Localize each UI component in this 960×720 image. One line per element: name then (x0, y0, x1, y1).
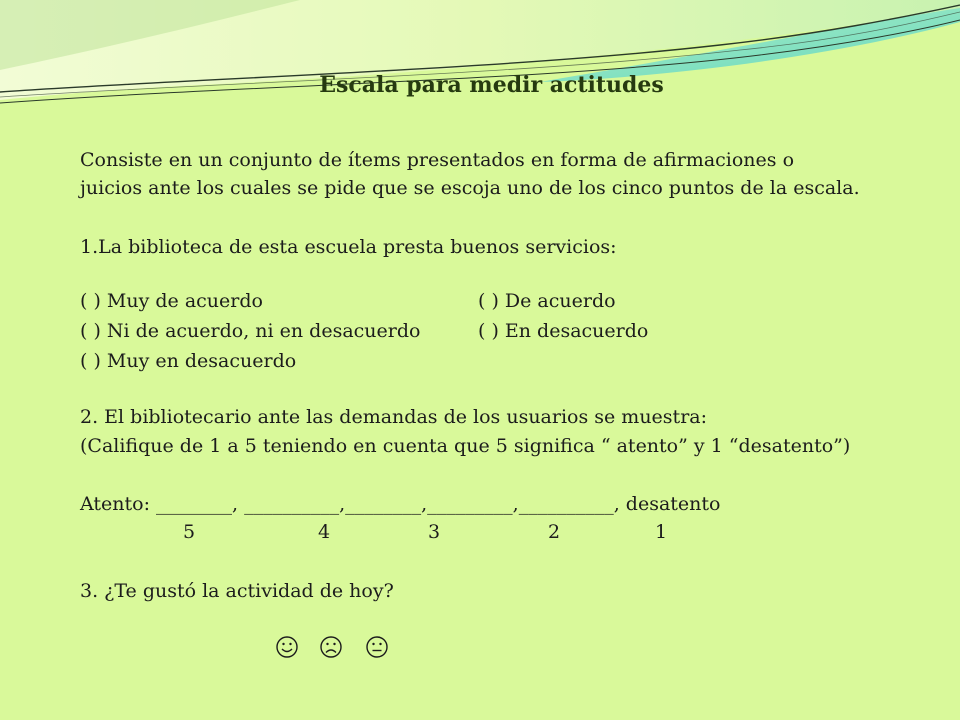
scale-number-2: 2 (548, 521, 561, 543)
slide-title: Escala para medir actitudes (319, 72, 664, 98)
header-wave-banner (0, 0, 960, 130)
intro-line-1: Consiste en un conjunto de ítems presentados en forma de afirmaciones o (80, 149, 795, 171)
rating-scale-line[interactable]: Atento: ________, __________,________,_________,__________, desatento (80, 493, 721, 515)
question-2-instruction: (Califique de 1 a 5 teniendo en cuenta que 5 significa “ atento” y 1 “desatento”) (80, 435, 851, 457)
q1-option-muy-de-acuerdo[interactable]: ( ) Muy de acuerdo (80, 290, 263, 312)
smiling-face-icon[interactable] (274, 634, 300, 660)
scale-number-4: 4 (318, 521, 331, 543)
q1-option-en-desacuerdo[interactable]: ( ) En desacuerdo (478, 320, 649, 342)
question-1: 1.La biblioteca de esta escuela presta buenos servicios: (80, 236, 617, 258)
scale-number-3: 3 (428, 521, 441, 543)
question-2: 2. El bibliotecario ante las demandas de los usuarios se muestra: (80, 406, 707, 428)
scale-number-5: 5 (183, 521, 196, 543)
question-3: 3. ¿Te gustó la actividad de hoy? (80, 580, 394, 602)
sad-face-icon[interactable] (318, 634, 344, 660)
q1-option-muy-en-desacuerdo[interactable]: ( ) Muy en desacuerdo (80, 350, 297, 372)
scale-number-1: 1 (655, 521, 668, 543)
q1-option-de-acuerdo[interactable]: ( ) De acuerdo (478, 290, 616, 312)
intro-line-2: juicios ante los cuales se pide que se escoja uno de los cinco puntos de la escala. (80, 177, 860, 199)
q1-option-ni-de-acuerdo[interactable]: ( ) Ni de acuerdo, ni en desacuerdo (80, 320, 421, 342)
neutral-face-icon[interactable] (364, 634, 390, 660)
